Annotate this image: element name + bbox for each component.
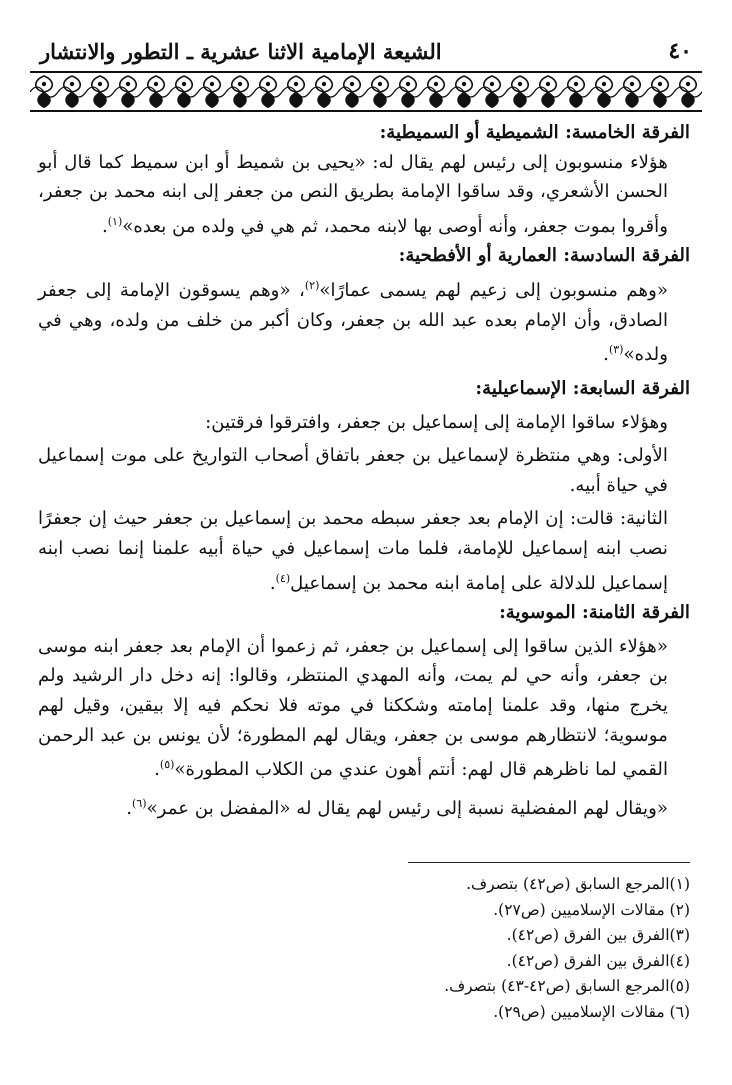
paragraph-8-2: «ويقال لهم المفضلية نسبة إلى رئيس لهم يقال له «المفضل بن عمر»$^{(٦)}$.: [126, 796, 668, 819]
ornament-motif: [590, 76, 618, 108]
running-header: [40, 34, 692, 68]
footnote-item: (٦) مقالات الإسلاميين (ص٢٩).: [493, 1002, 690, 1021]
ornament-motif: [450, 76, 478, 108]
ornament-motif: [646, 76, 674, 108]
footnote-ref-4: (٤): [275, 571, 291, 585]
ornament-motif: [618, 76, 646, 108]
paragraph-7-3: الثانية: قالت: إن الإمام بعد جعفر سبطه محمد بن إسماعيل بن جعفر حيث إن جعفرًا نصب ابنه إسماعيل للإمامة، فلما مات إسماعيل في حياة أبيه علمنا إنما نصب ابنه إسماعيل للدلالة على إمامة ابنه محمد بن إسماعيل$^{(٤)}$.: [38, 508, 668, 594]
footnote-item: (٣)الفرق بين الفرق (ص٤٢).: [506, 926, 690, 944]
ornament-motif: [142, 76, 170, 108]
paragraph-6-1: «وهم منسوبون إلى زعيم لهم يسمى عمارًا»$^{(٢)}$، «وهم يسوقون الإمامة إلى جعفر الصادق، وأن الإمام بعده عبد الله بن جعفر، وكان أكبر من خلف من ولده، وهي في ولده»$^{(٣)}$.: [38, 279, 668, 366]
paragraph-8-1: «هؤلاء الذين ساقوا إلى إسماعيل بن جعفر، ثم زعموا أن الإمام بعد جعفر ابنه موسى بن جعفر، وأنه حي لم يمت، وأنه المهدي المنتظر، وقالوا: إنه دخل دار الرشيد ولم يخرج منها، وقد علمنا إمامته وشككنا في موته فلا نحكم فيه إلا بيقين، وقيل لهم موسوية؛ لانتظارهم موسى بن جعفر، ويقال لهم المطورة؛ لأن يونس بن عبد الرحمن القمي لما ناظرهم قال لهم: أنتم أهون عندي من الكلاب المطورة»$^{(٥)}$.: [38, 635, 668, 781]
ornament-motif: [366, 76, 394, 108]
ornament-motif: [30, 76, 58, 108]
ornament-motif: [58, 76, 86, 108]
ornament-motif: [506, 76, 534, 108]
paragraph-7-2: الأولى: وهي منتظرة لإسماعيل بن جعفر باتفاق أصحاب التواريخ على موت إسماعيل في حياة أبيه.: [38, 445, 668, 496]
ornament-graphic: [30, 70, 702, 114]
footnote-ref-3: (٣): [608, 343, 624, 357]
ornament-motif: [310, 76, 338, 108]
ornament-motif: [282, 76, 310, 108]
ornament-motif: [198, 76, 226, 108]
ornament-motif: [394, 76, 422, 108]
footnote-item: (٢) مقالات الإسلاميين (ص٢٧).: [493, 900, 690, 919]
ornamental-border: [30, 70, 702, 114]
footnote-ref-2: (٢): [304, 279, 320, 293]
ornament-motif: [422, 76, 450, 108]
footnote-item: (١)المرجع السابق (ص٤٢) بتصرف.: [466, 875, 690, 893]
main-text: [38, 118, 690, 823]
book-title: الشيعة الإمامية الاثنا عشرية ـ التطور والانتشار: [40, 38, 442, 64]
ornament-motif: [562, 76, 590, 108]
ornament-motif: [114, 76, 142, 108]
ornament-motif: [170, 76, 198, 108]
footnote-ref-1: (١): [107, 214, 123, 228]
footnote-item: (٥)المرجع السابق (ص٤٢-٤٣) بتصرف.: [444, 977, 690, 995]
section-heading-7: الفرقة السابعة: الإسماعيلية:: [475, 377, 690, 399]
footnote-item: (٤)الفرق بين الفرق (ص٤٢).: [506, 951, 690, 970]
paragraph-7-1: وهؤلاء ساقوا الإمامة إلى إسماعيل بن جعفر، وافترقوا فرقتين:: [205, 411, 668, 433]
ornament-motif: [86, 76, 114, 108]
footnotes: [270, 872, 690, 1025]
section-heading-5: الفرقة الخامسة: الشميطية أو السميطية:: [379, 122, 690, 143]
footnote-ref-5: (٥): [159, 758, 175, 772]
ornament-motif: [338, 76, 366, 108]
section-heading-6: الفرقة السادسة: العمارية أو الأفطحية:: [398, 245, 690, 267]
footnote-ref-6: (٦): [132, 796, 147, 810]
section-heading-8: الفرقة الثامنة: الموسوية:: [499, 602, 690, 624]
paragraph-5-1: هؤلاء منسوبون إلى رئيس لهم يقال له: «يحيى بن شميط أو ابن سميط كما قال أبو الحسن الأشعري، وقد ساقوا الإمامة بطريق النص من جعفر إلى ابنه محمد بن جعفر، وأقروا بموت جعفر، وأنه أوصى بها لابنه محمد، ثم هي في ولده من بعده»$^{(١)}$.: [38, 151, 668, 237]
page-number: ٤٠: [668, 38, 692, 64]
ornament-motif: [478, 76, 506, 108]
ornament-motif: [674, 76, 702, 108]
footnote-separator: [408, 862, 690, 863]
ornament-motif: [534, 76, 562, 108]
ornament-motif: [226, 76, 254, 108]
ornament-motif: [254, 76, 282, 108]
